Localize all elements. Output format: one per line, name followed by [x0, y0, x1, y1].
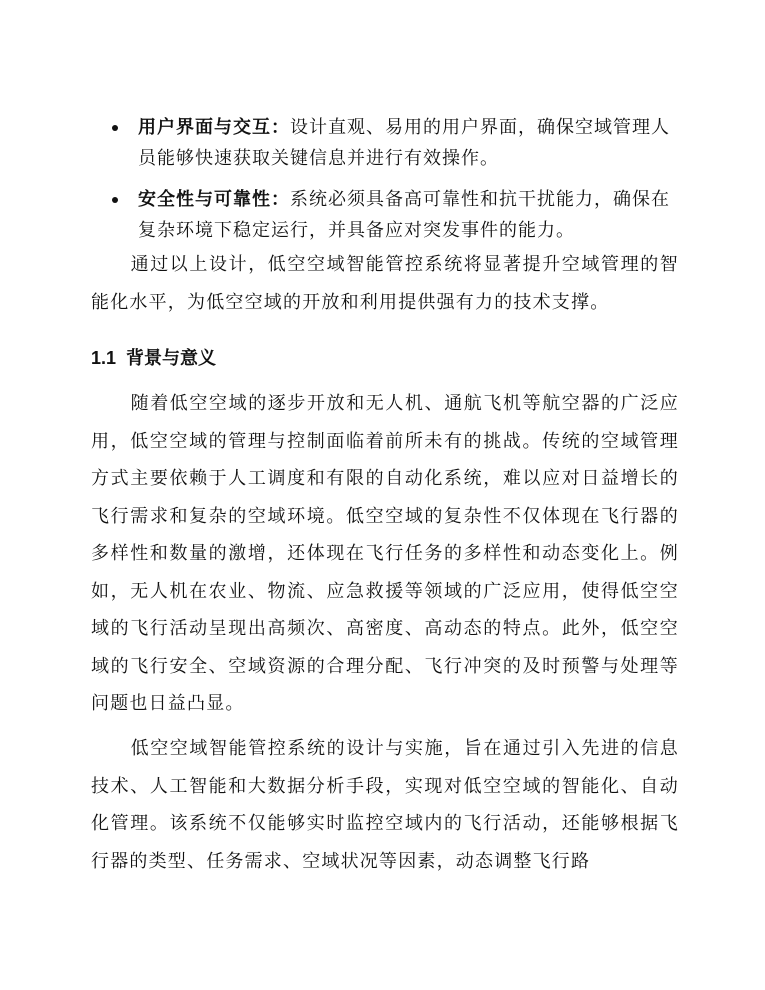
section-heading — [91, 344, 216, 373]
background-paragraph-1: 随着低空空域的逐步开放和无人机、通航飞机等航空器的广泛应用，低空空域的管理与控制面临着前所未有的挑战。传统的空域管理方式主要依赖于人工调度和有限的自动化系统，难以应对日益增长的飞行需求和复杂的空域环境。低空空域的复杂性不仅体现在飞行器的多样性和数量的激增，还体现在飞行任务的多样性和动态变化上。例如，无人机在农业、物流、应急救援等领域的广泛应用，使得低空空域的飞行活动呈现出高频次、高密度、高动态的特点。此外，低空空域的飞行安全、空域资源的合理分配、飞行冲突的及时预警与处理等问题也日益凸显。 — [91, 393, 679, 714]
bullet-text: 系统必须具备高可靠性和抗干扰能力，确保在复杂环境下稳定运行，并具备应对突发事件的能力。 — [138, 189, 670, 241]
bullet-heading: 用户界面与交互： — [138, 117, 290, 138]
bullet-item-ui — [105, 112, 680, 174]
feature-bullet-list — [105, 112, 680, 256]
bullet-heading: 安全性与可靠性： — [138, 189, 290, 210]
bullet-dot-icon — [112, 125, 118, 131]
background-paragraph-2: 低空空域智能管控系统的设计与实施，旨在通过引入先进的信息技术、人工智能和大数据分析手段，实现对低空空域的智能化、自动化管理。该系统不仅能够实时监控空域内的飞行活动，还能够根据飞行器的类型、任务需求、空域状况等因素，动态调整飞行路 — [91, 738, 679, 872]
bullet-dot-icon — [112, 197, 118, 203]
summary-paragraph: 通过以上设计，低空空域智能管控系统将显著提升空域管理的智能化水平，为低空空域的开放和利用提供强有力的技术支撑。 — [91, 254, 679, 313]
section-title: 背景与意义 — [126, 348, 217, 369]
section-number: 1.1 — [91, 348, 117, 368]
bullet-text: 设计直观、易用的用户界面，确保空域管理人员能够快速获取关键信息并进行有效操作。 — [138, 117, 670, 169]
bullet-item-safety — [105, 184, 680, 246]
